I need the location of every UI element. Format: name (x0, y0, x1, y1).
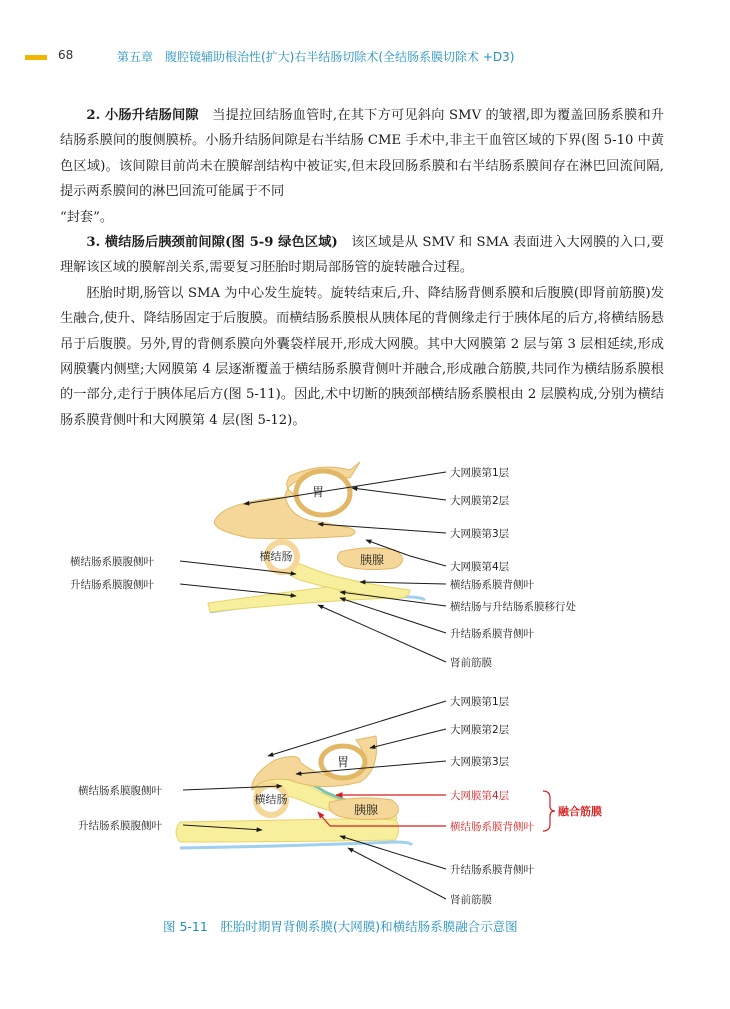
label-ascending-ventral-leaf: 升结肠系膜腹侧叶 (78, 820, 162, 832)
section-heading: 3. 横结肠后胰颈前间隙(图 5-9 绿色区域) (86, 235, 338, 251)
label-omentum-layer-2: 大网膜第2层 (450, 724, 510, 736)
fusion-brace (543, 791, 555, 831)
bottom-diagram (78, 695, 602, 906)
organ-label-colon: 横结肠 (254, 793, 288, 806)
label-ascending-dorsal-leaf: 升结肠系膜背侧叶 (450, 864, 534, 876)
paragraph-text: 当提拉回结肠血管时,在其下方可见斜向 SMV 的皱褶,即为覆盖回肠系膜和升结肠系膜间的腹侧膜桥。小肠升结肠间隙是右半结肠 CME 手术中,非主干血管区域的下界(图 5-10 中黄色区域)。该间隙目前尚未在膜解剖结构中被证实,但末段回肠系膜和右半结肠系膜间存在淋巴回流间隔,提示两系膜间的淋巴回流可能属于不同 (60, 108, 665, 200)
label-prerenal-fascia: 肾前筋膜 (450, 657, 492, 669)
paragraph-text: 胚胎时期,肠管以 SMA 为中心发生旋转。旋转结束后,升、降结肠背侧系膜和后腹膜(即肾前筋膜)发生融合,使升、降结肠固定于后腹膜。而横结肠系膜根从胰体尾的背侧缘走行于胰体尾的后方,将横结肠悬吊于后腹膜。另外,胃的背侧系膜向外囊袋样展开,形成大网膜。其中大网膜第 2 层与第 3 层相延续,形成网膜囊内侧壁;大网膜第 4 层逐渐覆盖于横结肠系膜背侧叶并融合,形成融合筋膜,共同作为横结肠系膜根的一部分,走行于胰体尾后方(图 5-11)。因此,术中切断的胰颈部横结肠系膜根由 2 层膜构成,分别为横结肠系膜背侧叶和大网膜第 4 层(图 5-12)。 (60, 285, 664, 428)
label-omentum-layer-3: 大网膜第3层 (450, 528, 510, 540)
organ-label-stomach: 胃 (311, 485, 325, 499)
top-diagram (70, 462, 576, 669)
organ-label-colon: 横结肠 (259, 550, 293, 563)
ascending-mesentery-bottom (176, 818, 399, 842)
organ-label-pancreas: 胰腺 (359, 553, 385, 567)
label-omentum-layer-1: 大网膜第1层 (450, 467, 510, 479)
label-omentum-layer-1: 大网膜第1层 (450, 696, 510, 708)
running-head: 第五章 腹腔镜辅助根治性(扩大)右半结肠切除术(全结肠系膜切除术 +D3) (117, 50, 515, 64)
label-omentum-layer-4: 大网膜第4层 (450, 561, 510, 573)
label-prerenal-fascia: 肾前筋膜 (450, 894, 492, 906)
label-transverse-dorsal-leaf: 横结肠系膜背侧叶 (450, 579, 534, 591)
label-omentum-layer-3: 大网膜第3层 (450, 756, 510, 768)
label-transverse-ventral-leaf: 横结肠系膜腹侧叶 (70, 556, 154, 568)
label-omentum-layer-2: 大网膜第2层 (450, 495, 510, 507)
label-transverse-dorsal-leaf-red: 横结肠系膜背侧叶 (450, 821, 534, 833)
label-omentum-layer-4-red: 大网膜第4层 (450, 790, 510, 802)
label-ascending-ventral-leaf: 升结肠系膜腹侧叶 (70, 579, 154, 591)
paragraph-text: “封套”。 (60, 209, 114, 225)
paragraph-text: 该区域是从 SMV 和 SMA 表面进入大网膜的入口,要理解该区域的膜解剖关系,需要复习胚胎时期局部肠管的旋转融合过程。 (60, 235, 664, 276)
page-number: 68 (58, 48, 74, 62)
organ-label-stomach: 胃 (336, 755, 350, 769)
section-heading: 2. 小肠升结肠间隙 (86, 108, 199, 123)
figure-caption: 图 5-11 胚胎时期胃背侧系膜(大网膜)和横结肠系膜融合示意图 (163, 919, 518, 934)
label-transition-zone: 横结肠与升结肠系膜移行处 (450, 601, 576, 613)
label-transverse-ventral-leaf: 横结肠系膜腹侧叶 (78, 785, 162, 797)
label-ascending-dorsal-leaf: 升结肠系膜背侧叶 (450, 628, 534, 640)
organ-label-pancreas: 胰腺 (353, 803, 379, 817)
label-fusion-fascia: 融合筋膜 (558, 805, 602, 818)
